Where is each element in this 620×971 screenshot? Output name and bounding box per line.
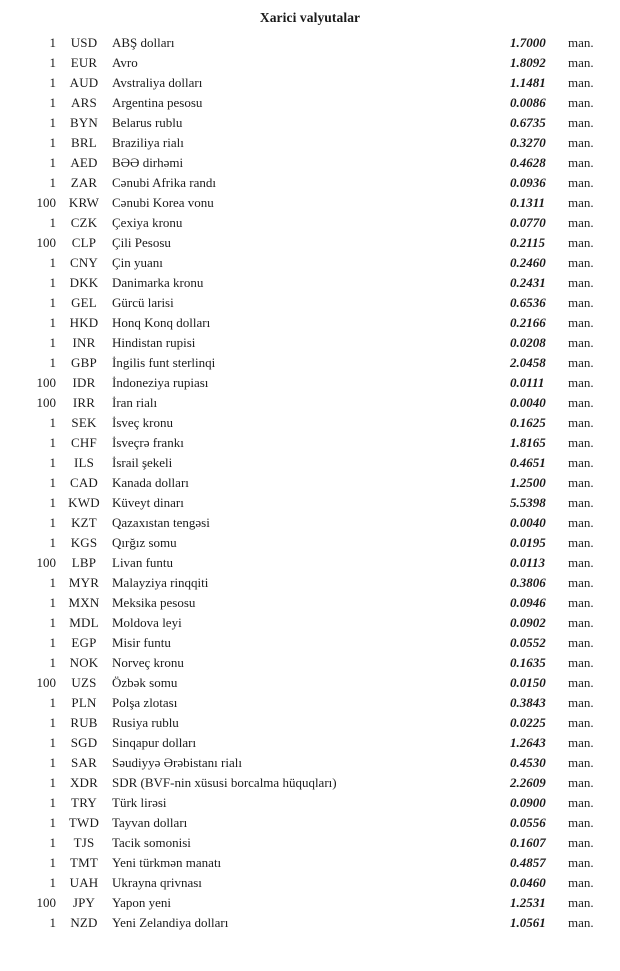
currency-code: LBP <box>71 555 97 570</box>
table-row <box>10 733 610 753</box>
currency-unit: man. <box>568 535 594 550</box>
currency-amount: 1 <box>49 535 56 550</box>
currency-code: KRW <box>68 195 100 210</box>
currency-name: Səudiyyə Ərəbistanı rialı <box>112 755 242 770</box>
currency-code: TJS <box>73 835 95 850</box>
currency-rate: 1.2643 <box>510 735 546 750</box>
currency-unit: man. <box>568 35 594 50</box>
currency-unit: man. <box>568 495 594 510</box>
currency-name: Çili Pesosu <box>112 235 171 250</box>
currency-name: Polşa zlotası <box>112 695 178 710</box>
currency-code: BRL <box>71 135 97 150</box>
currency-name: Kanada dolları <box>112 475 189 490</box>
currency-rate: 0.2460 <box>510 255 546 270</box>
currency-rate: 0.4857 <box>510 855 546 870</box>
table-row <box>10 353 610 373</box>
table-row <box>10 633 610 653</box>
currency-name: Cənubi Korea vonu <box>112 195 214 210</box>
currency-rate: 2.2609 <box>510 775 546 790</box>
currency-code: ILS <box>73 455 95 470</box>
currency-name: İngilis funt sterlinqi <box>112 355 216 370</box>
currency-rate: 1.7000 <box>510 35 546 50</box>
currency-amount: 100 <box>36 375 56 390</box>
currency-unit: man. <box>568 895 594 910</box>
currency-name: Avstraliya dolları <box>112 75 203 90</box>
currency-name: İsveçrə frankı <box>112 435 184 450</box>
currency-unit: man. <box>568 655 594 670</box>
currency-name: Çin yuanı <box>112 255 163 270</box>
currency-unit: man. <box>568 295 594 310</box>
table-row <box>10 573 610 593</box>
currency-rate: 0.0946 <box>510 595 546 610</box>
currency-unit: man. <box>568 555 594 570</box>
currency-unit: man. <box>568 455 594 470</box>
currency-name: Meksika pesosu <box>112 595 196 610</box>
currency-name: Rusiya rublu <box>112 715 179 730</box>
currency-code: SEK <box>71 415 97 430</box>
currency-amount: 1 <box>49 855 56 870</box>
currency-amount: 1 <box>49 335 56 350</box>
currency-code: TWD <box>68 815 100 830</box>
currency-unit: man. <box>568 835 594 850</box>
currency-name: ABŞ dolları <box>112 35 175 50</box>
currency-code: ZAR <box>70 175 98 190</box>
table-row <box>10 613 610 633</box>
currency-rate: 1.8092 <box>510 55 546 70</box>
page-title: Xarici valyutalar <box>259 10 361 25</box>
currency-code: NZD <box>70 915 98 930</box>
table-row <box>10 553 610 573</box>
currency-amount: 1 <box>49 255 56 270</box>
table-row <box>10 833 610 853</box>
currency-rate: 0.0900 <box>510 795 546 810</box>
currency-name: Küveyt dinarı <box>112 495 184 510</box>
currency-unit: man. <box>568 855 594 870</box>
currency-amount: 1 <box>49 155 56 170</box>
currency-rate: 0.6536 <box>510 295 546 310</box>
currency-amount: 1 <box>49 595 56 610</box>
currency-rate: 0.0936 <box>510 175 546 190</box>
currency-unit: man. <box>568 795 594 810</box>
currency-rate: 0.0113 <box>510 555 546 570</box>
currency-amount: 100 <box>36 395 56 410</box>
table-row <box>10 213 610 233</box>
currency-unit: man. <box>568 595 594 610</box>
currency-rate: 0.0556 <box>510 815 546 830</box>
currency-rate: 0.0086 <box>510 95 546 110</box>
table-row <box>10 453 610 473</box>
table-row <box>10 813 610 833</box>
table-row <box>10 493 610 513</box>
currency-unit: man. <box>568 515 594 530</box>
currency-name: Sinqapur dolları <box>112 735 197 750</box>
currency-rate: 0.6735 <box>510 115 546 130</box>
currency-amount: 1 <box>49 875 56 890</box>
currency-unit: man. <box>568 755 594 770</box>
currency-name: Braziliya rialı <box>112 135 184 150</box>
currency-amount: 1 <box>49 635 56 650</box>
currency-code: TRY <box>71 795 97 810</box>
currency-unit: man. <box>568 415 594 430</box>
currency-unit: man. <box>568 355 594 370</box>
currency-name: Qırğız somu <box>112 535 177 550</box>
currency-rate: 1.2531 <box>510 895 546 910</box>
currency-amount: 1 <box>49 755 56 770</box>
currency-rate: 0.1607 <box>510 835 546 850</box>
currency-unit: man. <box>568 215 594 230</box>
currency-unit: man. <box>568 335 594 350</box>
currency-code: HKD <box>69 315 99 330</box>
currency-name: Honq Konq dolları <box>112 315 211 330</box>
currency-code: CAD <box>69 475 99 490</box>
currency-name: İran rialı <box>112 395 158 410</box>
currency-code: CLP <box>71 235 97 250</box>
table-row <box>10 393 610 413</box>
currency-code: CNY <box>69 255 99 270</box>
currency-amount: 1 <box>49 455 56 470</box>
currency-code: ARS <box>71 95 97 110</box>
currency-rate: 0.0111 <box>510 375 545 390</box>
currency-amount: 1 <box>49 835 56 850</box>
currency-rate: 0.3270 <box>510 135 546 150</box>
currency-rate: 0.1635 <box>510 655 546 670</box>
table-row <box>10 153 610 173</box>
currency-amount: 1 <box>49 75 56 90</box>
currency-unit: man. <box>568 95 594 110</box>
currency-amount: 1 <box>49 55 56 70</box>
currency-name: Misir funtu <box>112 635 171 650</box>
currency-rate: 0.1311 <box>510 195 546 210</box>
currency-name: Tayvan dolları <box>112 815 188 830</box>
table-row <box>10 253 610 273</box>
table-row <box>10 53 610 73</box>
currency-code: KWD <box>68 495 100 510</box>
table-row <box>10 93 610 113</box>
table-row <box>10 753 610 773</box>
currency-rate: 0.4628 <box>510 155 546 170</box>
currency-code: TMT <box>69 855 99 870</box>
currency-name: Argentina pesosu <box>112 95 203 110</box>
currency-rate: 1.0561 <box>510 915 546 930</box>
currency-unit: man. <box>568 775 594 790</box>
table-row <box>10 313 610 333</box>
currency-name: İsrail şekeli <box>112 455 173 470</box>
currency-amount: 1 <box>49 775 56 790</box>
currency-rate: 0.2166 <box>510 315 546 330</box>
currency-unit: man. <box>568 115 594 130</box>
table-row <box>10 513 610 533</box>
currency-code: JPY <box>72 895 96 910</box>
currency-amount: 100 <box>36 555 56 570</box>
currency-code: IRR <box>72 395 96 410</box>
currency-name: Yeni türkmən manatı <box>112 855 222 870</box>
currency-amount: 1 <box>49 95 56 110</box>
currency-amount: 1 <box>49 815 56 830</box>
currency-unit: man. <box>568 75 594 90</box>
currency-unit: man. <box>568 695 594 710</box>
currency-rate: 0.0150 <box>510 675 546 690</box>
currency-rate: 0.2115 <box>510 235 546 250</box>
currency-unit: man. <box>568 155 594 170</box>
currency-rate: 0.0552 <box>510 635 546 650</box>
currency-code: MXN <box>68 595 100 610</box>
currency-unit: man. <box>568 435 594 450</box>
currency-amount: 1 <box>49 355 56 370</box>
currency-unit: man. <box>568 815 594 830</box>
currency-rate: 0.0195 <box>510 535 546 550</box>
currency-unit: man. <box>568 575 594 590</box>
currency-amount: 1 <box>49 295 56 310</box>
currency-name: Yeni Zelandiya dolları <box>112 915 229 930</box>
table-row <box>10 333 610 353</box>
currency-code: MDL <box>69 615 99 630</box>
table-row <box>10 473 610 493</box>
currency-name: Hindistan rupisi <box>112 335 196 350</box>
currency-code: SGD <box>70 735 98 750</box>
currency-amount: 100 <box>36 195 56 210</box>
currency-amount: 1 <box>49 575 56 590</box>
currency-name: Malayziya rinqqiti <box>112 575 209 590</box>
currency-amount: 1 <box>49 715 56 730</box>
currency-amount: 1 <box>49 495 56 510</box>
currency-unit: man. <box>568 635 594 650</box>
currency-rate: 0.0460 <box>510 875 546 890</box>
table-row <box>10 113 610 133</box>
currency-unit: man. <box>568 735 594 750</box>
currency-rate: 0.2431 <box>510 275 546 290</box>
currency-code: EGP <box>71 635 97 650</box>
currency-unit: man. <box>568 135 594 150</box>
currency-rate: 0.4530 <box>510 755 546 770</box>
currency-unit: man. <box>568 375 594 390</box>
table-row <box>10 173 610 193</box>
currency-code: EUR <box>70 55 98 70</box>
table-row <box>10 893 610 913</box>
currency-amount: 1 <box>49 315 56 330</box>
currency-code: CZK <box>70 215 98 230</box>
currency-name: Yapon yeni <box>112 895 171 910</box>
currency-name: Livan funtu <box>112 555 174 570</box>
currency-rate: 1.8165 <box>510 435 546 450</box>
table-row <box>10 853 610 873</box>
currency-rate: 0.0040 <box>510 395 546 410</box>
table-row <box>10 33 610 53</box>
currency-rate: 0.3806 <box>510 575 546 590</box>
currency-amount: 1 <box>49 735 56 750</box>
table-row <box>10 533 610 553</box>
currency-amount: 1 <box>49 175 56 190</box>
currency-unit: man. <box>568 235 594 250</box>
currency-unit: man. <box>568 915 594 930</box>
currency-name: Danimarka kronu <box>112 275 204 290</box>
currency-amount: 1 <box>49 435 56 450</box>
currency-name: Avro <box>112 55 138 70</box>
currency-code: IDR <box>72 375 96 390</box>
currency-rate: 1.2500 <box>510 475 546 490</box>
table-row <box>10 433 610 453</box>
currency-amount: 1 <box>49 135 56 150</box>
currency-name: İsveç kronu <box>112 415 174 430</box>
currency-rate: 0.3843 <box>510 695 546 710</box>
currency-code: USD <box>70 35 98 50</box>
currency-unit: man. <box>568 875 594 890</box>
currency-amount: 1 <box>49 415 56 430</box>
currency-unit: man. <box>568 675 594 690</box>
currency-unit: man. <box>568 715 594 730</box>
currency-amount: 1 <box>49 515 56 530</box>
currency-name: Özbək somu <box>112 675 178 690</box>
currency-amount: 100 <box>36 675 56 690</box>
table-row <box>10 193 610 213</box>
currency-rate: 0.4651 <box>510 455 546 470</box>
currency-code: PLN <box>71 695 97 710</box>
currency-code: DKK <box>69 275 99 290</box>
table-row <box>10 133 610 153</box>
currency-unit: man. <box>568 395 594 410</box>
currency-amount: 1 <box>49 695 56 710</box>
currency-code: RUB <box>70 715 98 730</box>
currency-name: Ukrayna qrivnası <box>112 875 202 890</box>
currency-code: UAH <box>69 875 99 890</box>
currency-amount: 1 <box>49 275 56 290</box>
currency-code: XDR <box>69 775 99 790</box>
table-row <box>10 773 610 793</box>
table-row <box>10 233 610 253</box>
currency-rate: 1.1481 <box>510 75 546 90</box>
table-row <box>10 653 610 673</box>
currency-code: SAR <box>71 755 97 770</box>
currency-name: BƏƏ dirhəmi <box>112 155 184 170</box>
currency-name: Tacik somonisi <box>112 835 191 850</box>
currency-code: AED <box>70 155 98 170</box>
currency-unit: man. <box>568 195 594 210</box>
currency-name: Norveç kronu <box>112 655 184 670</box>
table-row <box>10 873 610 893</box>
currency-name: Gürcü larisi <box>112 295 174 310</box>
currency-code: KGS <box>70 535 98 550</box>
currency-name: SDR (BVF-nin xüsusi borcalma hüquqları) <box>112 775 337 790</box>
currency-code: UZS <box>71 675 97 690</box>
currency-amount: 1 <box>49 915 56 930</box>
currency-rate: 0.0770 <box>510 215 546 230</box>
currency-name: Moldova leyi <box>112 615 182 630</box>
currency-rate: 0.0208 <box>510 335 546 350</box>
currency-name: Türk lirəsi <box>112 795 167 810</box>
currency-rate: 0.0040 <box>510 515 546 530</box>
currency-unit: man. <box>568 475 594 490</box>
currency-unit: man. <box>568 315 594 330</box>
table-row <box>10 713 610 733</box>
currency-code: KZT <box>71 515 97 530</box>
table-row <box>10 413 610 433</box>
currency-name: İndoneziya rupiası <box>112 375 209 390</box>
currency-rates-table <box>10 33 610 933</box>
currency-code: CHF <box>71 435 97 450</box>
currency-code: BYN <box>69 115 99 130</box>
currency-unit: man. <box>568 175 594 190</box>
currency-code: AUD <box>69 75 99 90</box>
currency-code: NOK <box>69 655 99 670</box>
table-row <box>10 373 610 393</box>
currency-code: GBP <box>71 355 97 370</box>
currency-amount: 1 <box>49 35 56 50</box>
table-row <box>10 913 610 933</box>
table-row <box>10 593 610 613</box>
currency-amount: 100 <box>36 235 56 250</box>
currency-amount: 1 <box>49 475 56 490</box>
currency-name: Belarus rublu <box>112 115 183 130</box>
currency-unit: man. <box>568 615 594 630</box>
table-row <box>10 73 610 93</box>
table-row <box>10 273 610 293</box>
currency-rate: 2.0458 <box>510 355 546 370</box>
table-row <box>10 793 610 813</box>
currency-name: Çexiya kronu <box>112 215 183 230</box>
currency-amount: 1 <box>49 795 56 810</box>
table-row <box>10 693 610 713</box>
currency-amount: 1 <box>49 615 56 630</box>
currency-rate: 0.1625 <box>510 415 546 430</box>
currency-unit: man. <box>568 55 594 70</box>
currency-rates-body <box>10 33 610 933</box>
table-row <box>10 293 610 313</box>
currency-amount: 1 <box>49 115 56 130</box>
currency-code: INR <box>72 335 96 350</box>
currency-name: Cənubi Afrika randı <box>112 175 216 190</box>
currency-unit: man. <box>568 255 594 270</box>
currency-code: GEL <box>71 295 97 310</box>
currency-amount: 1 <box>49 655 56 670</box>
table-row <box>10 673 610 693</box>
currency-code: MYR <box>68 575 100 590</box>
currency-unit: man. <box>568 275 594 290</box>
currency-name: Qazaxıstan tengəsi <box>112 515 210 530</box>
currency-amount: 1 <box>49 215 56 230</box>
currency-rate: 5.5398 <box>510 495 546 510</box>
currency-rate: 0.0225 <box>510 715 546 730</box>
currency-amount: 100 <box>36 895 56 910</box>
currency-rate: 0.0902 <box>510 615 546 630</box>
